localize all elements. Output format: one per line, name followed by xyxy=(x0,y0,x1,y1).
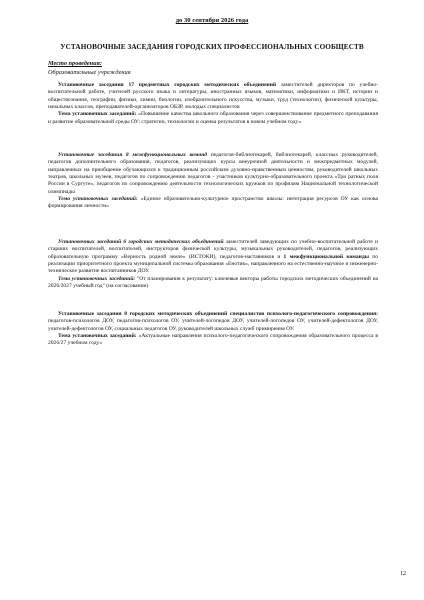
section-body: заместителей заведующих по учебно-воспитательной работе и старших воспитателей, воспитателей, инструкторов физической культуры, музыкальных руководителей, педагогов, реализующих образовательную программу «Верность родной земле» (ИСТОКИ), педагогов-наставников и xyxy=(48,239,378,260)
topic-text: «Актуальные направления психолого-педагогического сопровождения образовательного процесса в 2026/27 учебном году» xyxy=(48,333,378,347)
section-body: педагогов-психологов ДОУ, педагогов-психологов ОУ, учителей-логопедов ДОУ, учителей-логопедов ОУ, учителей-дефектологов ДОУ, учителей-дефектологов ОУ, социальных педагогов ОУ, руководителей школьных служб примирения ОУ. xyxy=(48,318,378,332)
section-lead: Установочные заседания 8 межфункциональных команд xyxy=(58,152,208,158)
section-subject-associations xyxy=(48,82,378,126)
venue-block xyxy=(48,59,378,77)
section-psych-support xyxy=(48,311,378,348)
event-date: до 30 сентября 2026 года xyxy=(175,17,249,24)
topic-label: Тема установочных заседаний: xyxy=(58,333,137,340)
section-body: педагогов-библиотекарей, библиотекарей, классных руководителей, педагогов дополнительного образования, педагогов, реализующих курсы внеурочной деятельности и межпредметных модулей, направленных на приобщение обучающихся к традиционным российским духовно-нравственным ценностям, руководителей школьных театров, школьных музеев, педагогов по сопровождению педагогов - участников культурно-образовательного проекта «Три ратных поля России в Сургуте», педагогов по сопровождению деятельности технологических кружков по профилям Национальной технологической олимпиады xyxy=(48,152,378,195)
section-lead: Установочных заседаний 6 городских методических объединений xyxy=(58,239,224,245)
section-topic xyxy=(48,111,378,126)
section-body: заместителей директоров по учебно-воспитательной работе, учителей русского языка и литературы, иностранных языков, математики, информатики и ИКТ, истории и обществознания, географии, физики, химии, биологии, изобразительного искусства, музыки, труд (технологии), физической культуры, начальных классов, преподавателей-организаторов ОБЗР, молодых специалистов xyxy=(48,82,378,111)
page-number: 12 xyxy=(400,571,406,577)
topic-label: Тема установочных заседаний: xyxy=(58,275,136,282)
section-lead: Установочные заседания 8 городских методических объединений специалистов психолого-педагогического сопровождения: xyxy=(58,311,378,317)
document-title: УСТАНОВОЧНЫЕ ЗАСЕДАНИЯ ГОРОДСКИХ ПРОФЕССИОНАЛЬНЫХ СООБЩЕСТВ xyxy=(60,43,364,51)
venue-label: Место проведения: xyxy=(48,60,102,67)
section-paragraph xyxy=(48,311,378,333)
section-cross-functional-teams xyxy=(48,152,378,211)
section-body-emphasis: 1 межфункциональной команды xyxy=(283,253,369,260)
section-body: по реализации приоритетного проекта муниципальной системы образования «Енотик», направленного на естественно-научное и инженерно-техническое развитие воспитанников ДОУ. xyxy=(48,253,378,275)
section-lead: Установочные заседания 17 предметных городских методических объединений xyxy=(58,82,277,88)
topic-label: Тема установочных заседаний: xyxy=(58,111,137,118)
topic-label: Тема установочных заседаний: xyxy=(58,196,138,203)
section-topic xyxy=(48,333,378,348)
section-paragraph xyxy=(48,239,378,276)
topic-text: «Повышение качества школьного образования через совершенствование предметного преподавания и развитие образовательной среды ОУ: стратегии, технологии и оценка результатов в новом учебном году» xyxy=(48,111,378,125)
venue-value: Образовательные учреждения xyxy=(48,69,131,76)
section-preschool-associations xyxy=(48,239,378,290)
section-paragraph xyxy=(48,152,378,196)
topic-text: "От планирования к результату: ключевые векторы работы городских методических объединений на 2026/2027 учебный год" (на согласовании) xyxy=(48,275,378,290)
topic-text: «Единое образовательно-культурное пространство школы: интеграция ресурсов ОУ как основа формирования личности» xyxy=(48,196,378,210)
section-topic xyxy=(48,196,378,211)
section-topic xyxy=(48,276,378,291)
section-paragraph xyxy=(48,82,378,111)
